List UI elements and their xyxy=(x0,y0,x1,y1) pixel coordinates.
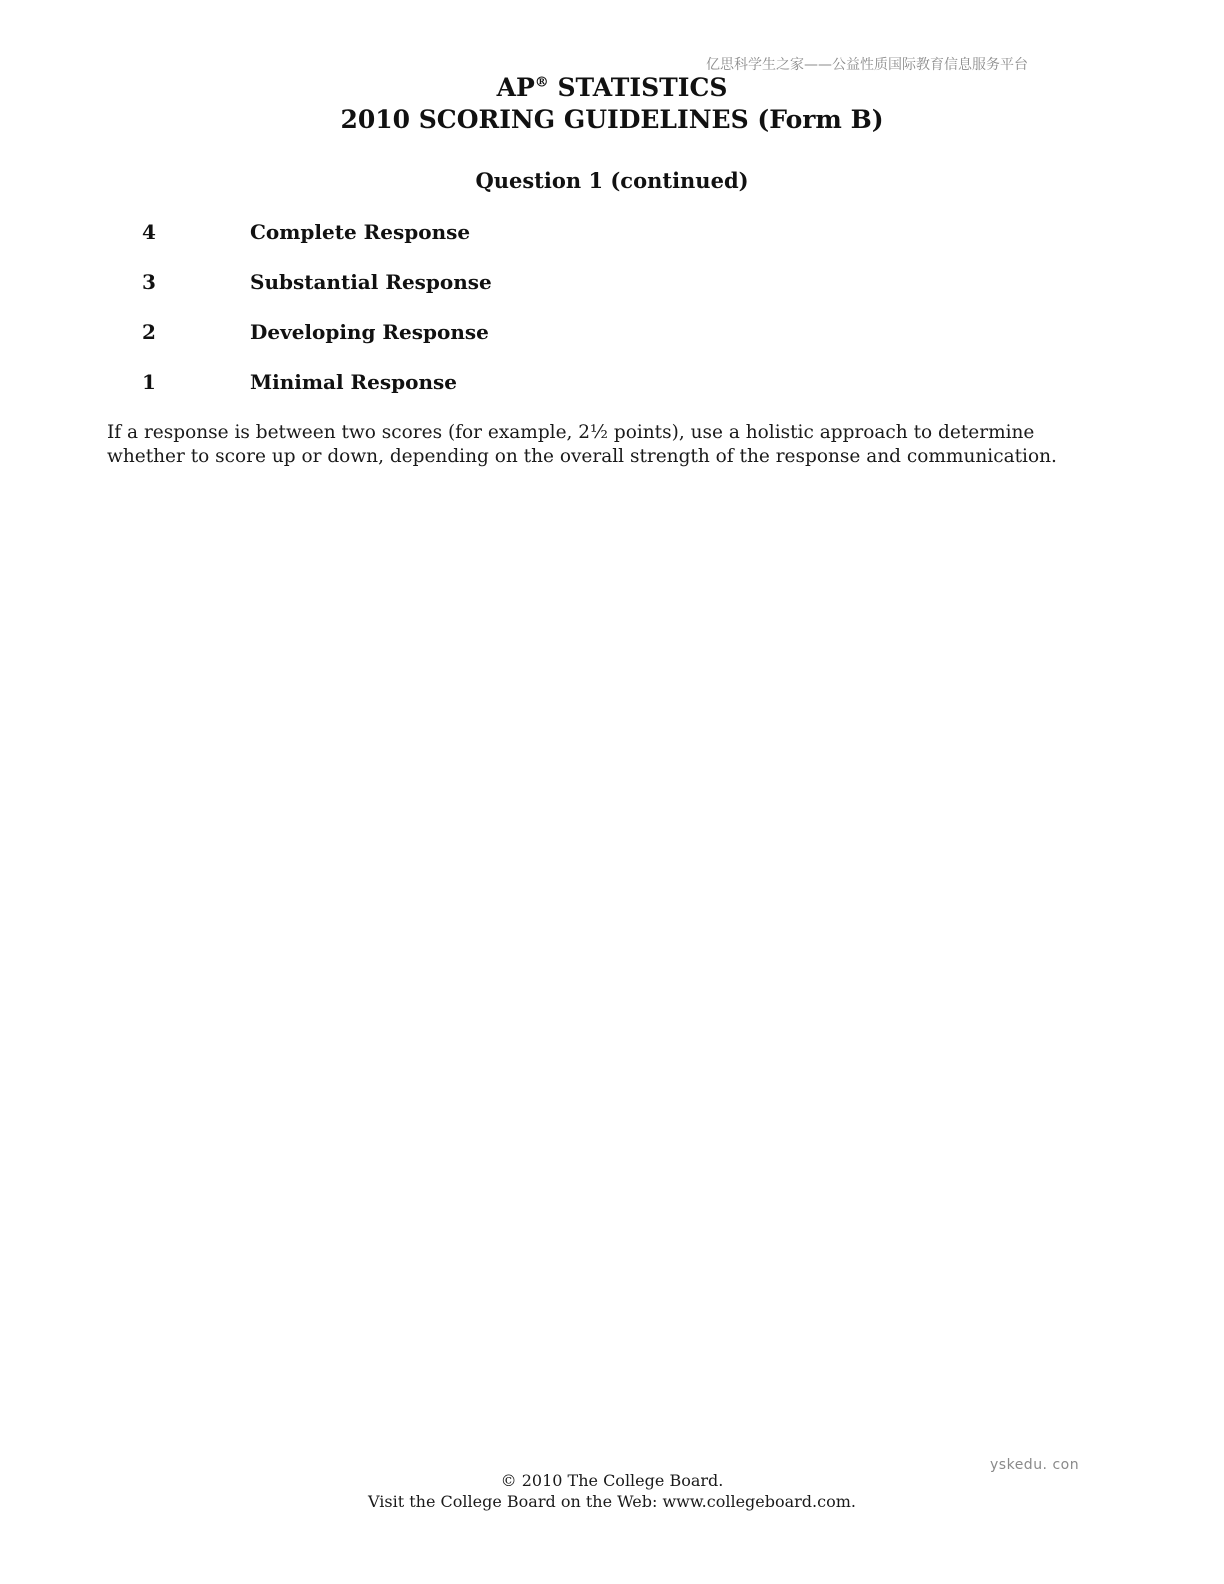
watermark-bottom-text: yskedu. con xyxy=(990,1457,1080,1473)
score-value: 2 xyxy=(142,320,156,344)
footer-copyright: © 2010 The College Board. xyxy=(500,1471,724,1490)
footer-website: Visit the College Board on the Web: www.collegeboard.com. xyxy=(368,1492,856,1511)
score-label: Complete Response xyxy=(250,220,471,244)
registered-mark: ® xyxy=(534,74,549,91)
score-row xyxy=(0,270,1224,320)
watermark-top-text: 亿思科学生之家——公益性质国际教育信息服务平台 xyxy=(706,57,1028,73)
header-title-prefix: AP xyxy=(496,73,535,102)
score-value: 4 xyxy=(142,220,156,244)
score-row xyxy=(0,370,1224,420)
score-label: Minimal Response xyxy=(250,370,458,394)
header-title-suffix: STATISTICS xyxy=(548,73,728,102)
score-row xyxy=(0,320,1224,370)
document-header xyxy=(0,72,1224,136)
score-row xyxy=(0,220,1224,270)
score-value: 3 xyxy=(142,270,156,294)
scoring-note: If a response is between two scores (for example, 2½ points), use a holistic approach to determine whether to score up or down, depending on the overall strength of the response and communication. xyxy=(107,422,1057,467)
score-label: Developing Response xyxy=(250,320,489,344)
question-title: Question 1 (continued) xyxy=(475,168,749,193)
score-label: Substantial Response xyxy=(250,270,492,294)
page-footer xyxy=(0,1470,1224,1512)
header-subtitle: 2010 SCORING GUIDELINES (Form B) xyxy=(340,105,884,134)
score-list xyxy=(0,220,1224,420)
score-value: 1 xyxy=(142,370,156,394)
header-title xyxy=(0,72,1224,104)
